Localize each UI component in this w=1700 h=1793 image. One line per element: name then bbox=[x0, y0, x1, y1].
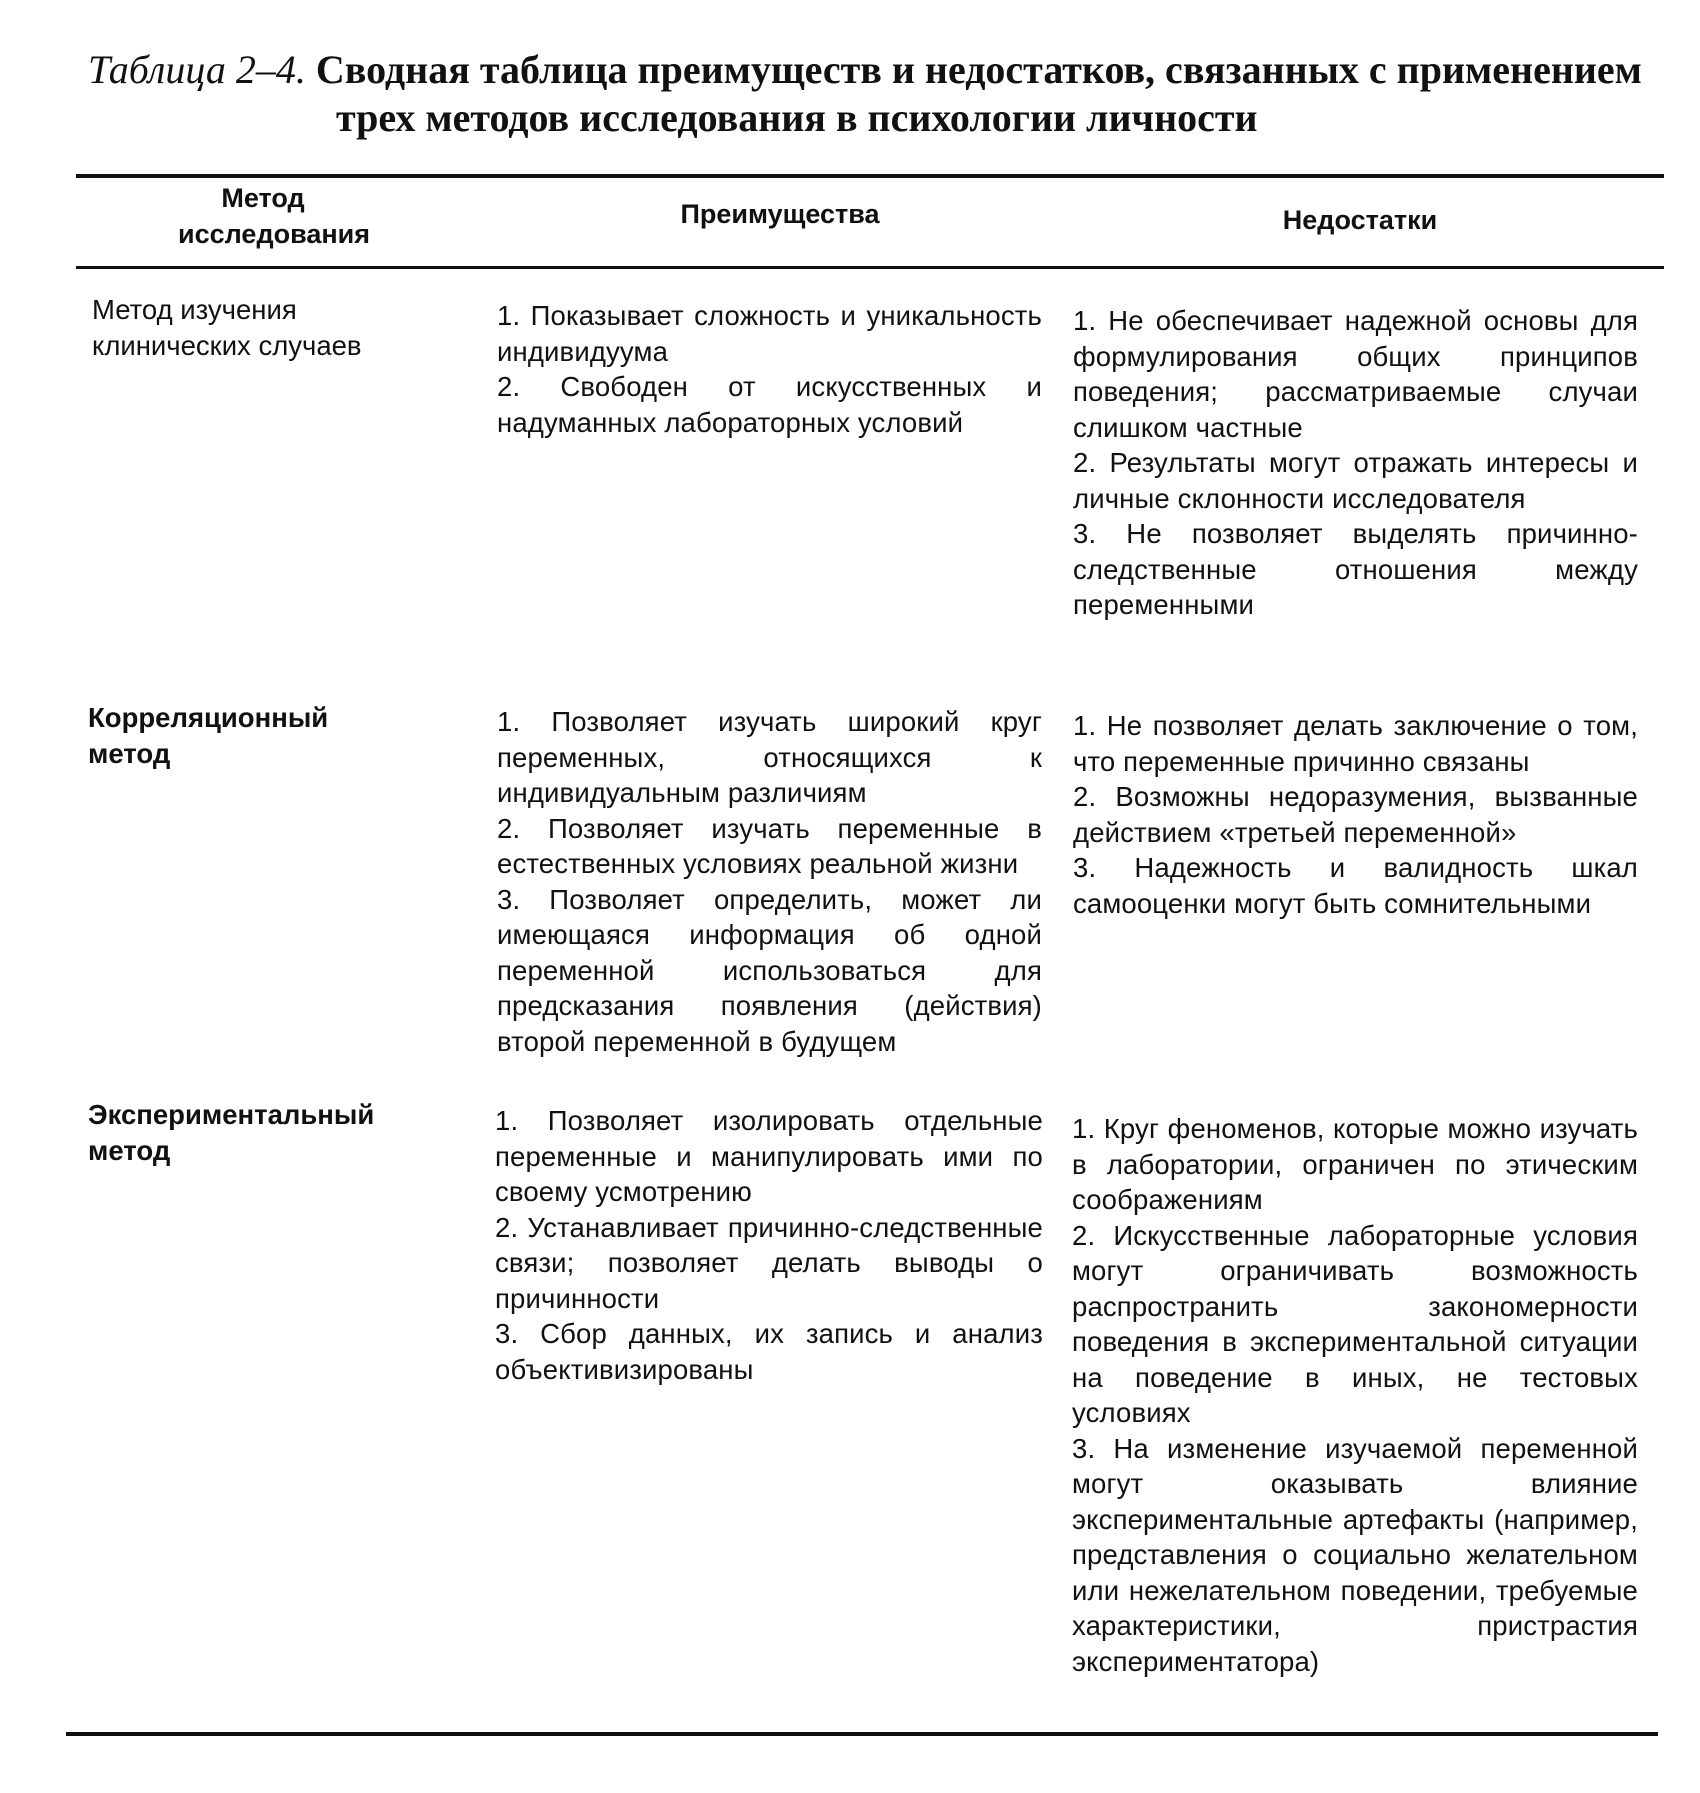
header-rule bbox=[76, 266, 1664, 269]
bottom-rule bbox=[66, 1732, 1658, 1736]
row-1-advantages bbox=[497, 298, 1042, 440]
header-method: Метод исследования bbox=[178, 183, 370, 249]
table-title-line-2: трех методов исследования в психологии личности bbox=[336, 95, 1258, 140]
header-disadvantages: Недостатки bbox=[1282, 205, 1438, 235]
row-3-advantage-2: 2. Устанавливает причинно-следственные связи; позволяет делать выводы о причинности bbox=[495, 1211, 1043, 1314]
row-2-disadvantage-2: 2. Возможны недоразумения, вызванные действием «третьей переменной» bbox=[1073, 781, 1638, 848]
row-3-disadvantage-2: 2. Искусственные лабораторные условия могут ограничивать возможность распространить закономерности поведения в экспериментальной ситуации на поведение в иных, не тестовых условиях bbox=[1072, 1219, 1638, 1428]
row-1-advantage-1: 1. Показывает сложность и уникальность индивидуума bbox=[497, 300, 1042, 367]
row-3-disadvantage-3: 3. На изменение изучаемой переменной могут оказывать влияние экспериментальные артефакты (например, представления о социально желательном или нежелательном поведении, требуемые характеристики, пристрастия экспериментатора) bbox=[1072, 1432, 1638, 1677]
row-2-disadvantage-1: 1. Не позволяет делать заключение о том, что переменные причинно связаны bbox=[1073, 710, 1638, 777]
caption-line-1 bbox=[88, 46, 1668, 94]
row-1-disadvantage-1: 1. Не обеспечивает надежной основы для формулирования общих принципов поведения; рассматриваемые случаи слишком частные bbox=[1073, 305, 1638, 443]
row-1-advantage-2: 2. Свободен от искусственных и надуманных лабораторных условий bbox=[497, 371, 1042, 438]
row-2-advantages bbox=[497, 704, 1042, 1059]
row-1-disadvantage-2: 2. Результаты могут отражать интересы и личные склонности исследователя bbox=[1073, 447, 1638, 514]
row-1-disadvantage-3: 3. Не позволяет выделять причинно-следственные отношения между переменными bbox=[1073, 518, 1638, 620]
row-2-advantage-3: 3. Позволяет определить, может ли имеющаяся информация об одной переменной использоваться для предсказания появления (действия) второй переменной в будущем bbox=[497, 883, 1042, 1057]
row-1-method: Метод изучения клинических случаев bbox=[92, 294, 362, 361]
row-2-advantage-2: 2. Позволяет изучать переменные в естественных условиях реальной жизни bbox=[497, 812, 1042, 879]
table-title-line-1: Сводная таблица преимуществ и недостатков, связанных с применением bbox=[315, 47, 1642, 92]
table-number: Таблица 2–4. bbox=[88, 47, 306, 92]
table-caption bbox=[88, 46, 1668, 142]
row-2-disadvantages bbox=[1073, 708, 1638, 921]
header-advantages: Преимущества bbox=[680, 199, 880, 229]
top-rule bbox=[76, 174, 1664, 178]
row-3-disadvantages bbox=[1072, 1111, 1638, 1679]
row-1-disadvantages bbox=[1073, 303, 1638, 623]
row-2-method: Корреляционный метод bbox=[88, 702, 329, 769]
row-3-advantage-3: 3. Сбор данных, их запись и анализ объективизированы bbox=[495, 1318, 1043, 1385]
row-2-disadvantage-3: 3. Надежность и валидность шкал самооценки могут быть сомнительными bbox=[1073, 852, 1638, 919]
row-3-disadvantage-1: 1. Круг феноменов, которые можно изучать в лаборатории, ограничен по этическим соображениям bbox=[1072, 1113, 1638, 1215]
row-3-advantages bbox=[495, 1103, 1043, 1387]
row-3-advantage-1: 1. Позволяет изолировать отдельные переменные и манипулировать ими по своему усмотрению bbox=[495, 1105, 1043, 1207]
row-2-advantage-1: 1. Позволяет изучать широкий круг переменных, относящихся к индивидуальным различиям bbox=[497, 706, 1042, 808]
row-3-method: Экспериментальный метод bbox=[88, 1099, 375, 1166]
